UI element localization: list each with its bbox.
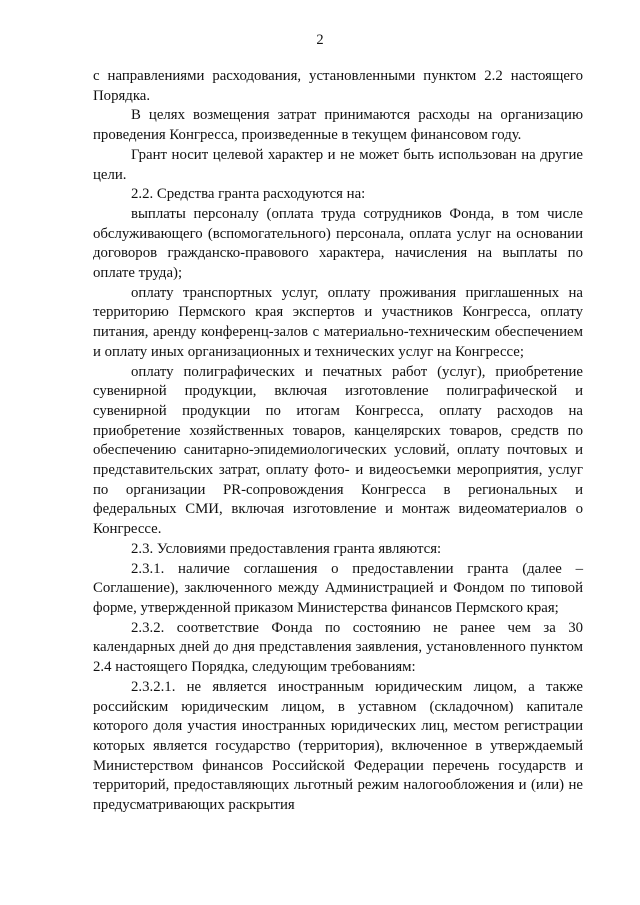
paragraph: 2.2. Средства гранта расходуются на:	[131, 186, 366, 203]
paragraph: с направлениями расходования, установленными пунктом 2.2 настоящего Порядка.	[93, 68, 583, 104]
paragraph: 2.3. Условиями предоставления гранта являются:	[131, 540, 442, 557]
paragraph: оплату транспортных услуг, оплату проживания приглашенных на территорию Пермского края экспертов и участников Конгресса, оплату питания, аренду конференц-залов с материально-техническим обеспечением и оплату иных организационных и технических услуг на Конгрессе;	[93, 284, 583, 360]
paragraph: выплаты персоналу (оплата труда сотрудников Фонда, в том числе обслуживающего (вспомогательного) персонала, оплата услуг на основании договоров гражданско-правового характера, начисления на выплаты по оплате труда);	[93, 205, 583, 282]
paragraph: 2.3.1. наличие соглашения о предоставлении гранта (далее – Соглашение), заключенного между Администрацией и Фондом по типовой форме, утвержденной приказом Министерства финансов Пермского края;	[93, 560, 583, 616]
document-body	[93, 67, 583, 816]
paragraph: оплату полиграфических и печатных работ (услуг), приобретение сувенирной продукции, включая изготовление полиграфической и сувенирной продукции по итогам Конгресса, оплату расходов на приобретение хозяйственных товаров, канцелярских товаров, средств по обеспечению санитарно-эпидемиологических условий, оплату почтовых и представительских затрат, оплату фото- и видеосъемки мероприятия, услуг по организации PR-сопровождения Конгресса в региональных и федеральных СМИ, включая изготовление и монтаж видеоматериалов о Конгрессе.	[93, 363, 583, 538]
paragraph: 2.3.2. соответствие Фонда по состоянию не ранее чем за 30 календарных дней до дня представления заявления, установленного пунктом 2.4 настоящего Порядка, следующим требованиям:	[93, 619, 583, 676]
paragraph: Грант носит целевой характер и не может быть использован на другие цели.	[93, 146, 583, 183]
page-number: 2	[316, 32, 324, 48]
paragraph: 2.3.2.1. не является иностранным юридическим лицом, а также российским юридическим лицом, в уставном (складочном) капитале которого доля участия иностранных юридических лиц, местом регистрации которых является государство (территория), включенное в утверждаемый Министерством финансов Российской Федерации перечень государств и территорий, предоставляющих льготный режим налогообложения и (или) не предусматривающих раскрытия	[93, 678, 583, 814]
paragraph: В целях возмещения затрат принимаются расходы на организацию проведения Конгресса, произведенные в текущем финансовом году.	[93, 107, 583, 144]
